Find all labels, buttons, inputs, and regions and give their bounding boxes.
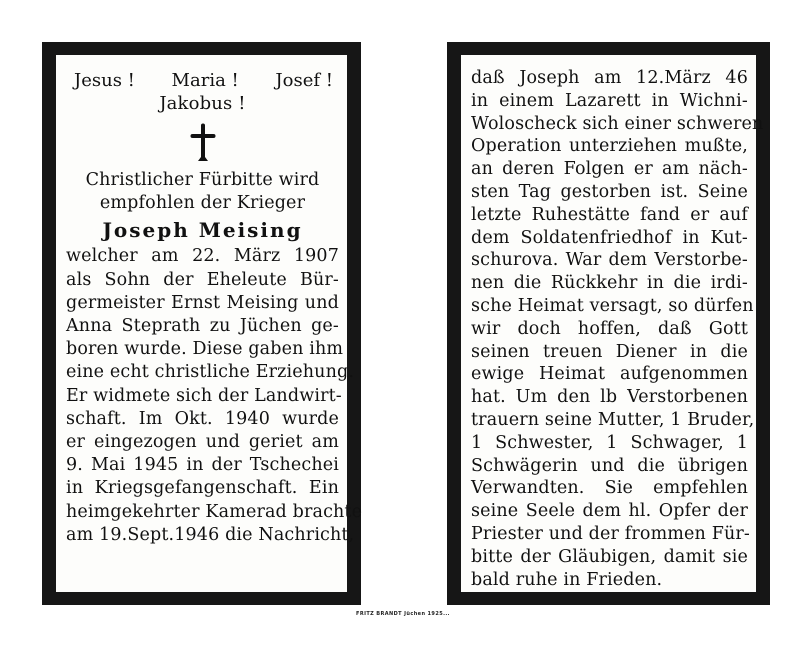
invocation-josef: Josef ! — [275, 70, 333, 91]
text-line: seine Seele dem hl. Opfer der — [471, 501, 748, 522]
text-line: trauern seine Mutter, 1 Bruder, — [471, 409, 755, 430]
text-line: eine echt christliche Erziehung. — [66, 362, 355, 383]
text-line: am 19.Sept.1946 die Nachricht, — [66, 524, 355, 545]
text-line: bitte der Gläubigen, damit sie — [471, 546, 748, 567]
text-line: als Sohn der Eheleute Bür- — [66, 269, 339, 290]
text-line-final: bald ruhe in Frieden. — [471, 569, 663, 590]
invocation-maria: Maria ! — [171, 70, 239, 91]
invocation-jesus: Jesus ! — [74, 70, 135, 91]
text-line: an deren Folgen er am näch- — [471, 159, 748, 180]
text-line: Er widmete sich der Landwirt- — [66, 385, 342, 406]
cross-icon — [66, 123, 339, 163]
text-line: ewige Heimat aufgenommen — [471, 364, 748, 385]
text-line: sten Tag gestorben ist. Seine — [471, 181, 748, 202]
deceased-name: Joseph Meising — [102, 217, 303, 242]
text-line: in einem Lazarett in Wichni- — [471, 90, 748, 111]
text-line: dem Soldatenfriedhof in Kut- — [471, 227, 748, 248]
text-line: wir doch hoffen, daß Gott — [471, 318, 748, 339]
text-line: Schwägerin und die übrigen — [471, 455, 748, 476]
text-line: hat. Um den lb Verstorbenen — [471, 387, 748, 408]
memorial-card-back — [447, 42, 770, 605]
printer-mark: FRITZ BRANDT Jüchen 1925... — [356, 611, 450, 617]
text-line: 1 Schwester, 1 Schwager, 1 — [471, 432, 748, 453]
intro-line-2: empfohlen der Krieger — [99, 192, 306, 213]
text-line: Priester und der frommen Für- — [471, 523, 750, 544]
text-line: Operation unterziehen mußte, — [471, 136, 748, 157]
text-line: letzte Ruhestätte fand er auf — [471, 204, 748, 225]
cross-icon-graphic — [190, 123, 216, 163]
text-line: heimgekehrter Kamerad brachte — [66, 501, 363, 522]
text-line: Verwandten. Sie empfehlen — [471, 478, 748, 499]
text-line: schurova. War dem Verstorbe- — [471, 250, 748, 271]
text-line: nen die Rückkehr in die irdi- — [471, 273, 748, 294]
text-line: germeister Ernst Meising und — [66, 292, 339, 313]
biography-text-front — [66, 245, 363, 547]
text-line: Anna Steprath zu Jüchen ge- — [66, 316, 339, 336]
memorial-card-front — [42, 42, 361, 605]
text-line: boren wurde. Diese gaben ihm — [66, 339, 344, 360]
text-line: welcher am 22. März 1907 — [66, 246, 339, 267]
text-line: sche Heimat versagt, so dürfen — [471, 295, 754, 316]
biography-text-back — [471, 67, 764, 590]
text-line: er eingezogen und geriet am — [66, 432, 339, 453]
intro-line-1: Christlicher Fürbitte wird — [85, 170, 320, 190]
invocation-row — [66, 69, 339, 93]
text-line: daß Joseph am 12.März 46 — [471, 68, 748, 88]
text-line: 9. Mai 1945 in der Tschechei — [66, 455, 339, 476]
card-front-content — [66, 69, 363, 582]
text-line: seinen treuen Diener in die — [471, 341, 748, 362]
text-line: in Kriegsgefangenschaft. Ein — [66, 478, 339, 499]
text-line: schaft. Im Okt. 1940 wurde — [66, 408, 339, 429]
text-line: Woloscheck sich einer schweren — [471, 113, 764, 134]
invocation-jakobus: Jakobus ! — [159, 93, 246, 114]
